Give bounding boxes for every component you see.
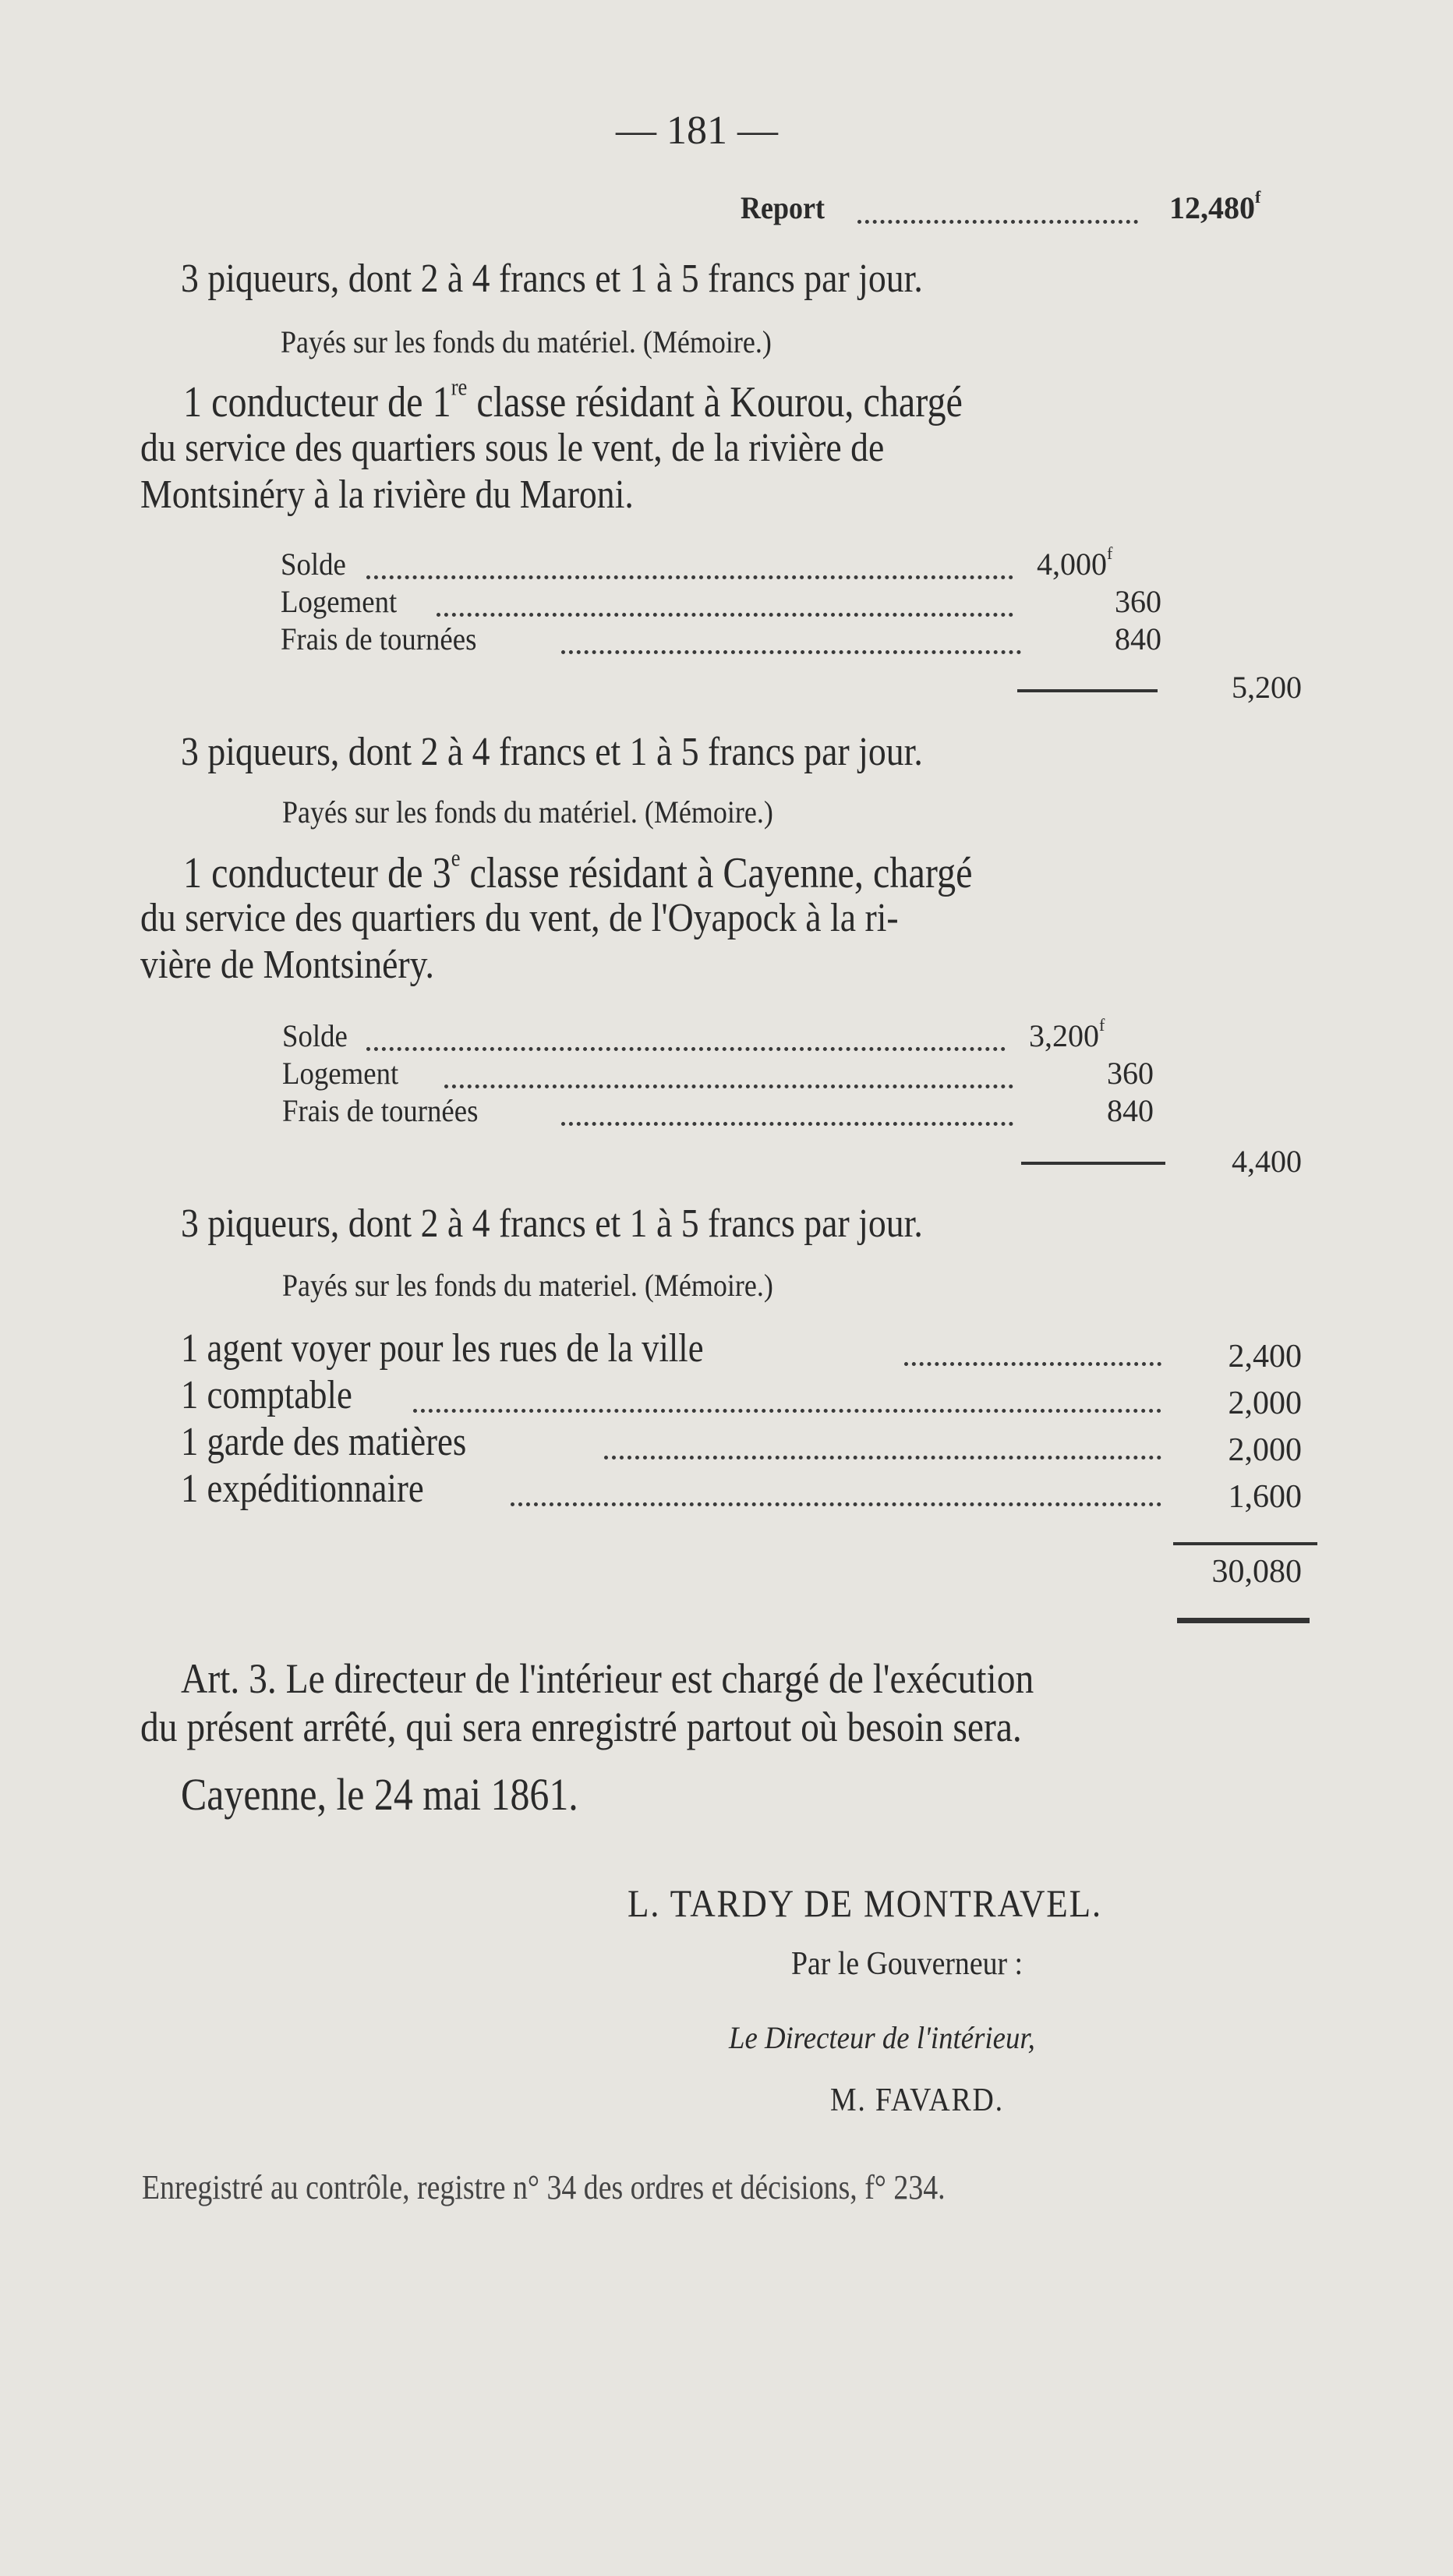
block1-item-label: Logement <box>281 584 398 619</box>
staff-label: 1 expéditionnaire <box>181 1467 424 1511</box>
grand-total-rule <box>1173 1542 1317 1545</box>
staff-leader <box>904 1362 1161 1366</box>
grand-total: 30,080 <box>1211 1554 1302 1590</box>
block1-conducteur-line2: du service des quartiers sous le vent, de la rivière de <box>140 426 885 470</box>
staff-label: 1 garde des matières <box>181 1420 467 1464</box>
block2-conducteur-line2: du service des quartiers du vent, de l'Oyapock à la ri- <box>140 896 899 940</box>
staff-amount: 2,000 <box>1228 1432 1302 1468</box>
block3-piqueurs: 3 piqueurs, dont 2 à 4 francs et 1 à 5 francs par jour. <box>181 1201 923 1246</box>
staff-amount: 2,000 <box>1228 1385 1302 1421</box>
staff-leader <box>511 1502 1161 1506</box>
registration-note: Enregistré au contrôle, registre n° 34 des ordres et décisions, f° 234. <box>142 2168 946 2206</box>
block2-item-leader <box>561 1122 1013 1126</box>
block2-payes: Payés sur les fonds du matériel. (Mémoire.) <box>282 794 773 830</box>
block2-conducteur-line1: 1 conducteur de 3e classe résidant à Cayenne, chargé <box>183 844 973 897</box>
grand-total-underline <box>1177 1618 1310 1623</box>
block1-item-leader <box>437 613 1013 617</box>
block1-conducteur-line3: Montsinéry à la rivière du Maroni. <box>140 472 634 517</box>
block1-subtotal-rule <box>1017 689 1158 692</box>
art3-line1: Art. 3. Le directeur de l'intérieur est chargé de l'exécution <box>181 1655 1034 1702</box>
page-number: — 181 — <box>616 108 778 153</box>
block1-item-amount: 840 <box>1115 621 1161 656</box>
art3-line2: du présent arrêté, qui sera enregistré partout où besoin sera. <box>140 1704 1022 1750</box>
block3-payes: Payés sur les fonds du materiel. (Mémoire.) <box>282 1268 773 1303</box>
par-le-gouverneur: Par le Gouverneur : <box>791 1946 1023 1982</box>
block1-payes: Payés sur les fonds du matériel. (Mémoire.) <box>281 324 772 359</box>
block1-piqueurs: 3 piqueurs, dont 2 à 4 francs et 1 à 5 francs par jour. <box>181 257 923 301</box>
block1-conducteur-line1: 1 conducteur de 1re classe résidant à Kourou, chargé <box>183 373 963 426</box>
signatory-favard: M. FAVARD. <box>830 2082 1004 2118</box>
staff-amount: 1,600 <box>1228 1479 1302 1515</box>
staff-label: 1 comptable <box>181 1373 352 1417</box>
block1-item-leader <box>366 575 1013 579</box>
block1-item-label: Frais de tournées <box>281 621 477 656</box>
block1-item-amount: 360 <box>1115 584 1161 619</box>
block2-piqueurs: 3 piqueurs, dont 2 à 4 francs et 1 à 5 francs par jour. <box>181 730 923 774</box>
staff-amount: 2,400 <box>1228 1339 1302 1375</box>
block2-subtotal-rule <box>1021 1162 1165 1165</box>
report-amount: 12,480$^f$ <box>1169 187 1261 225</box>
block2-item-label: Logement <box>282 1056 399 1091</box>
block2-item-leader <box>366 1047 1006 1051</box>
report-label: Report <box>741 190 825 225</box>
block2-conducteur-line3: vière de Montsinéry. <box>140 943 434 987</box>
block2-item-amount: 360 <box>1107 1056 1154 1091</box>
block2-item-label: Solde <box>282 1018 348 1053</box>
date-line: Cayenne, le 24 mai 1861. <box>181 1769 578 1820</box>
block1-total: 5,200 <box>1232 670 1302 705</box>
block2-item-label: Frais de tournées <box>282 1093 479 1128</box>
block2-item-amount: 840 <box>1107 1093 1154 1128</box>
block1-item-label: Solde <box>281 547 346 582</box>
block1-item-amount: 4,000$^f$ <box>1037 543 1113 582</box>
block2-item-leader <box>444 1085 1013 1088</box>
block1-item-leader <box>561 650 1021 654</box>
staff-leader <box>413 1409 1161 1413</box>
report-leader <box>857 220 1138 224</box>
staff-label: 1 agent voyer pour les rues de la ville <box>181 1326 704 1371</box>
block2-total: 4,400 <box>1232 1144 1302 1179</box>
staff-leader <box>604 1456 1161 1460</box>
directeur-interieur: Le Directeur de l'intérieur, <box>729 2020 1035 2055</box>
signature-name: L. TARDY DE MONTRAVEL. <box>628 1881 1102 1925</box>
block2-item-amount: 3,200$^f$ <box>1029 1015 1105 1053</box>
